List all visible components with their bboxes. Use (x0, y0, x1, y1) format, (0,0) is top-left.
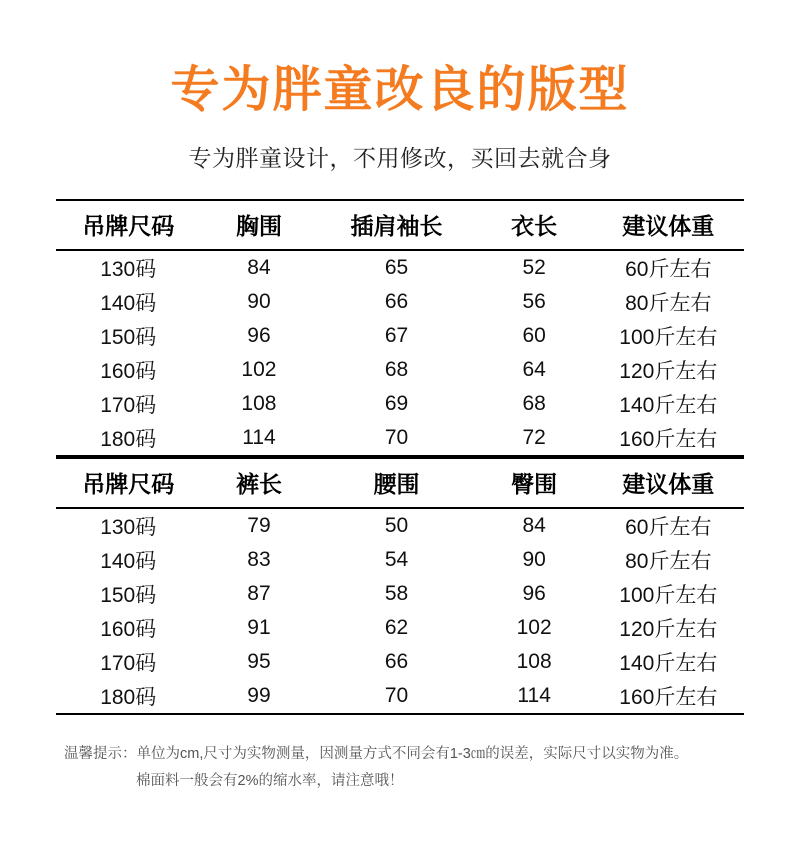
cell: 96 (247, 323, 271, 347)
size-chart-page (0, 64, 800, 864)
pants-size-table (56, 457, 744, 715)
cell: 120斤左右 (619, 617, 718, 641)
table-row (56, 645, 744, 679)
cell: 102 (516, 615, 552, 639)
size-tables (24, 199, 776, 715)
table-row (56, 387, 744, 421)
cell: 170码 (100, 651, 157, 675)
table-header-row (56, 458, 744, 508)
cell: 65 (384, 255, 409, 279)
cell: 180码 (56, 679, 200, 714)
table-row (56, 421, 744, 456)
cell: 56 (522, 289, 546, 313)
footer-notes (24, 741, 776, 796)
cell: 120斤左右 (619, 359, 718, 383)
table-row (56, 577, 744, 611)
cell: 114 (476, 679, 593, 714)
cell: 58 (384, 581, 409, 605)
cell: 100斤左右 (619, 583, 718, 607)
cell: 64 (522, 357, 546, 381)
cell: 130码 (100, 515, 157, 539)
cell: 96 (522, 581, 546, 605)
cell: 68 (384, 357, 409, 381)
cell: 69 (384, 391, 409, 415)
cell: 160斤左右 (593, 679, 744, 714)
cell: 54 (384, 547, 409, 571)
table-row (56, 543, 744, 577)
column-header: 腰围 (317, 458, 475, 508)
cell: 90 (247, 289, 271, 313)
cell: 160码 (100, 359, 157, 383)
cell: 90 (522, 547, 546, 571)
cell: 140斤左右 (619, 393, 718, 417)
cell: 102 (241, 357, 277, 381)
table-row (56, 319, 744, 353)
cell: 140斤左右 (619, 651, 718, 675)
cell: 66 (384, 649, 409, 673)
cell: 100斤左右 (619, 325, 718, 349)
cell: 95 (247, 649, 271, 673)
page-subtitle: 专为胖童设计，不用修改，买回去就合身 (188, 144, 612, 171)
column-header: 臀围 (476, 458, 593, 508)
note-line-1: 温馨提示：单位为cm,尺寸为实物测量，因测量方式不同会有1-3㎝的误差，实际尺寸以实物为准。 (64, 745, 689, 762)
table-row (56, 250, 744, 285)
cell: 114 (200, 421, 317, 456)
column-header: 插肩袖长 (317, 200, 475, 250)
cell: 99 (200, 679, 317, 714)
table-row (56, 353, 744, 387)
page-title: 专为胖童改良的版型 (170, 63, 630, 117)
cell: 130码 (100, 257, 157, 281)
cell: 87 (247, 581, 271, 605)
cell: 70 (317, 421, 475, 456)
cell: 80斤左右 (625, 291, 712, 315)
table-row (56, 611, 744, 645)
cell: 72 (476, 421, 593, 456)
cell: 52 (522, 255, 546, 279)
table-row (56, 679, 744, 714)
column-header: 建议体重 (593, 200, 744, 250)
column-header: 建议体重 (593, 458, 744, 508)
cell: 150码 (100, 583, 157, 607)
cell: 180码 (56, 421, 200, 456)
cell: 66 (384, 289, 409, 313)
cell: 84 (247, 255, 271, 279)
cell: 83 (247, 547, 271, 571)
cell: 67 (384, 323, 409, 347)
table-row (56, 508, 744, 543)
column-header: 裤长 (200, 458, 317, 508)
cell: 160斤左右 (593, 421, 744, 456)
column-header: 吊牌尺码 (56, 200, 200, 250)
cell: 170码 (100, 393, 157, 417)
cell: 68 (522, 391, 546, 415)
cell: 60斤左右 (625, 515, 712, 539)
cell: 108 (241, 391, 277, 415)
table-header-row (56, 200, 744, 250)
cell: 91 (247, 615, 271, 639)
column-header: 吊牌尺码 (56, 458, 200, 508)
cell: 70 (317, 679, 475, 714)
table-row (56, 285, 744, 319)
column-header: 衣长 (476, 200, 593, 250)
cell: 50 (384, 513, 409, 537)
cell: 79 (247, 513, 271, 537)
note-line-2: 棉面料一般会有2%的缩水率，请注意哦！ (136, 773, 404, 790)
cell: 140码 (100, 291, 157, 315)
cell: 160码 (100, 617, 157, 641)
top-size-table (56, 199, 744, 457)
cell: 140码 (100, 549, 157, 573)
cell: 80斤左右 (625, 549, 712, 573)
cell: 62 (384, 615, 409, 639)
cell: 84 (522, 513, 546, 537)
column-header: 胸围 (200, 200, 317, 250)
cell: 150码 (100, 325, 157, 349)
cell: 60斤左右 (625, 257, 712, 281)
cell: 60 (522, 323, 546, 347)
cell: 108 (516, 649, 552, 673)
